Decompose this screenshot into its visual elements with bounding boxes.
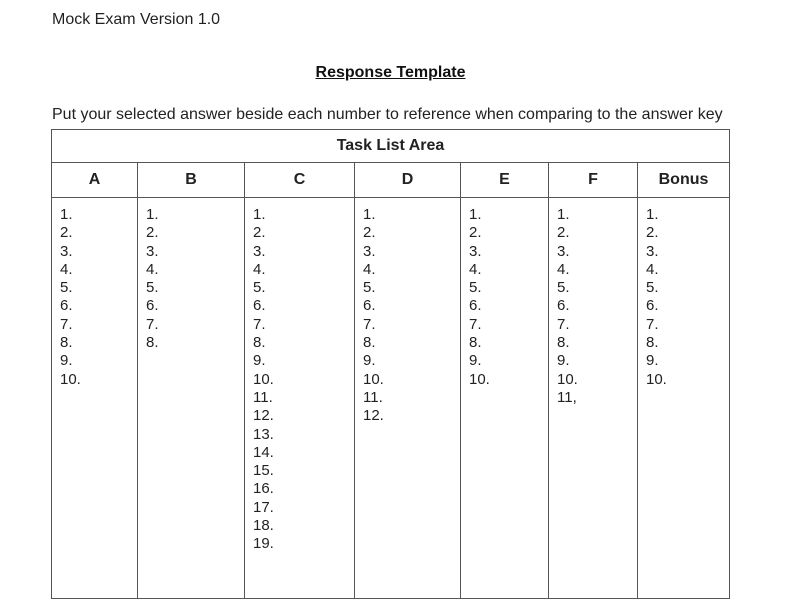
column-header-f: F — [549, 163, 638, 198]
answer-line[interactable]: 12. — [253, 407, 274, 425]
answer-line[interactable]: 4. — [363, 260, 376, 278]
answer-line[interactable]: 8. — [253, 334, 266, 352]
answer-column-b — [138, 198, 245, 599]
answer-line[interactable]: 2. — [253, 224, 266, 242]
answer-line[interactable]: 6. — [253, 297, 266, 315]
answer-line[interactable]: 19. — [253, 535, 274, 553]
answer-line[interactable]: 3. — [557, 242, 570, 260]
answer-line[interactable]: 14. — [253, 443, 274, 461]
answer-line[interactable]: 11. — [253, 388, 273, 406]
answer-line[interactable]: 1. — [646, 206, 659, 223]
answer-line[interactable]: 2. — [469, 224, 482, 242]
answer-line[interactable]: 4. — [469, 260, 482, 278]
answer-line[interactable]: 6. — [646, 297, 659, 315]
answer-line[interactable]: 9. — [646, 352, 659, 370]
column-header-row — [52, 163, 730, 198]
answer-line[interactable]: 4. — [557, 260, 570, 278]
document-header: Mock Exam Version 1.0 — [52, 11, 221, 28]
column-header-b: B — [138, 163, 245, 198]
answer-line[interactable]: 10. — [646, 370, 667, 388]
answer-line[interactable]: 10. — [363, 370, 384, 388]
answer-row — [52, 198, 730, 599]
answer-line[interactable]: 11. — [363, 388, 383, 406]
answer-line[interactable]: 2. — [557, 224, 570, 242]
answer-line[interactable]: 5. — [363, 279, 376, 297]
column-header-e: E — [461, 163, 549, 198]
answer-line[interactable]: 8. — [60, 334, 73, 352]
answer-line[interactable]: 12. — [363, 407, 384, 425]
answer-line[interactable]: 7. — [253, 315, 266, 333]
answer-list — [355, 198, 460, 426]
answer-list — [52, 198, 137, 389]
answer-column-f — [549, 198, 638, 599]
column-header-c: C — [245, 163, 355, 198]
answer-line[interactable]: 8. — [469, 334, 482, 352]
answer-line[interactable]: 5. — [253, 279, 266, 297]
answer-line[interactable]: 1. — [60, 206, 73, 223]
answer-line[interactable]: 3. — [363, 242, 376, 260]
answer-line[interactable]: 6. — [363, 297, 376, 315]
answer-line[interactable]: 5. — [557, 279, 570, 297]
task-list-table — [51, 129, 730, 599]
answer-line[interactable]: 13. — [253, 425, 274, 443]
answer-line[interactable]: 1. — [557, 206, 570, 223]
answer-line[interactable]: 10. — [469, 370, 490, 388]
answer-line[interactable]: 10. — [557, 370, 578, 388]
answer-line[interactable]: 7. — [557, 315, 570, 333]
answer-column-e — [461, 198, 549, 599]
answer-line[interactable]: 5. — [646, 279, 659, 297]
answer-line[interactable]: 3. — [60, 242, 73, 260]
answer-list — [138, 198, 244, 352]
answer-line[interactable]: 5. — [469, 279, 482, 297]
answer-line[interactable]: 4. — [60, 260, 73, 278]
answer-line[interactable]: 15. — [253, 462, 274, 480]
column-header-d: D — [355, 163, 461, 198]
answer-list — [461, 198, 548, 389]
answer-line[interactable]: 16. — [253, 480, 274, 498]
answer-line[interactable]: 9. — [469, 352, 482, 370]
answer-line[interactable]: 18. — [253, 517, 274, 535]
answer-line[interactable]: 1. — [146, 206, 159, 223]
answer-line[interactable]: 8. — [646, 334, 659, 352]
answer-line[interactable]: 6. — [146, 297, 159, 315]
answer-line[interactable]: 1. — [363, 206, 376, 223]
answer-line[interactable]: 9. — [253, 352, 266, 370]
answer-line[interactable]: 3. — [253, 242, 266, 260]
answer-column-bonus — [638, 198, 730, 599]
answer-line[interactable]: 2. — [363, 224, 376, 242]
answer-line[interactable]: 5. — [146, 279, 159, 297]
answer-column-a — [52, 198, 138, 599]
answer-line[interactable]: 9. — [557, 352, 570, 370]
table-caption: Task List Area — [52, 130, 730, 163]
answer-column-d — [355, 198, 461, 599]
instructions-text: Put your selected answer beside each number to reference when comparing to the answer key — [52, 106, 723, 123]
answer-line[interactable]: 2. — [146, 224, 159, 242]
answer-line[interactable]: 6. — [469, 297, 482, 315]
document-title: Response Template — [315, 64, 466, 81]
answer-column-c — [245, 198, 355, 599]
answer-line[interactable]: 10. — [253, 370, 274, 388]
answer-line[interactable]: 7. — [363, 315, 376, 333]
answer-line[interactable]: 4. — [146, 260, 159, 278]
answer-line[interactable]: 8. — [557, 334, 570, 352]
answer-line[interactable]: 10. — [60, 370, 81, 388]
answer-line[interactable]: 17. — [253, 498, 274, 516]
answer-line[interactable]: 8. — [146, 334, 159, 352]
answer-line[interactable]: 7. — [146, 315, 159, 333]
answer-line[interactable]: 2. — [60, 224, 73, 242]
answer-line[interactable]: 4. — [646, 260, 659, 278]
answer-line[interactable]: 9. — [60, 352, 73, 370]
answer-line[interactable]: 2. — [646, 224, 659, 242]
answer-line[interactable]: 11, — [557, 388, 577, 406]
answer-line[interactable]: 9. — [363, 352, 376, 370]
answer-line[interactable]: 6. — [557, 297, 570, 315]
answer-line[interactable]: 1. — [469, 206, 482, 223]
answer-list — [638, 198, 729, 389]
answer-line[interactable]: 8. — [363, 334, 376, 352]
answer-line[interactable]: 7. — [469, 315, 482, 333]
column-header-a: A — [52, 163, 138, 198]
answer-line[interactable]: 3. — [646, 242, 659, 260]
answer-line[interactable]: 1. — [253, 206, 266, 223]
answer-list — [245, 198, 354, 554]
answer-line[interactable]: 3. — [146, 242, 159, 260]
answer-line[interactable]: 7. — [646, 315, 659, 333]
answer-list — [549, 198, 637, 407]
answer-line[interactable]: 7. — [60, 315, 73, 333]
answer-line[interactable]: 4. — [253, 260, 266, 278]
answer-line[interactable]: 5. — [60, 279, 73, 297]
answer-line[interactable]: 6. — [60, 297, 73, 315]
answer-line[interactable]: 3. — [469, 242, 482, 260]
column-header-bonus: Bonus — [638, 163, 730, 198]
